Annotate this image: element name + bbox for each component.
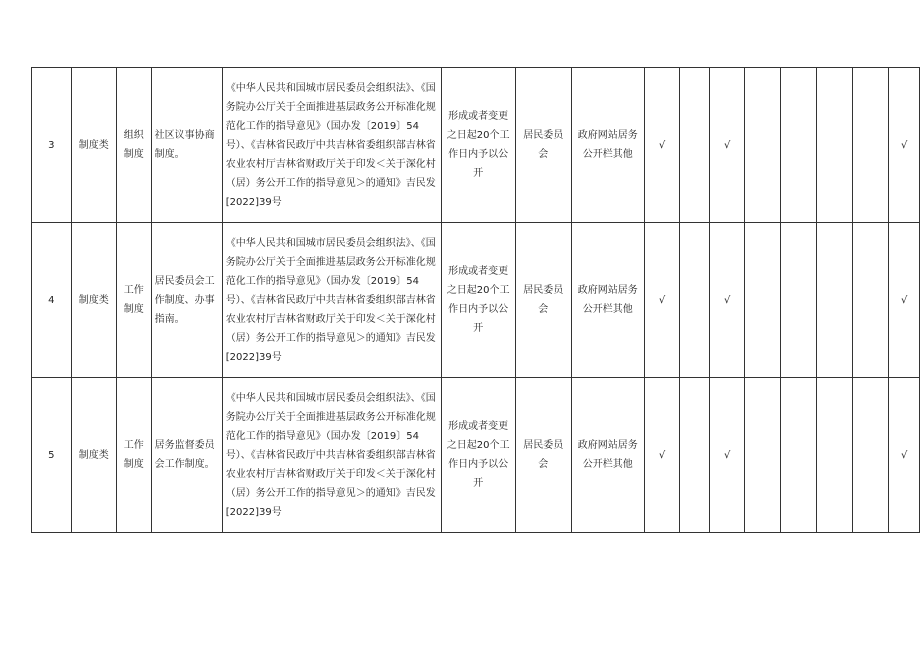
table-body	[32, 68, 920, 533]
subject-cell: 居民委员会	[515, 68, 571, 223]
check-cell	[852, 378, 888, 533]
content-cell: 居民委员会工作制度、办事指南。	[151, 223, 222, 378]
subject-cell: 居民委员会	[515, 378, 571, 533]
item-cell: 工作制度	[116, 378, 151, 533]
subject-cell: 居民委员会	[515, 223, 571, 378]
check-cell: √	[644, 223, 680, 378]
category-cell: 制度类	[71, 68, 116, 223]
basis-cell: 《中华人民共和国城市居民委员会组织法》、《国务院办公厅关于全面推进基层政务公开标准化规范化工作的指导意见》（国办发〔2019〕54号）、《吉林省民政厅中共吉林省委组织部吉林省农业农村厅吉林省财政厅关于印发＜关于深化村（居）务公开工作的指导意见＞的通知》吉民发[2022]39号	[222, 68, 441, 223]
basis-cell: 《中华人民共和国城市居民委员会组织法》、《国务院办公厅关于全面推进基层政务公开标准化规范化工作的指导意见》（国办发〔2019〕54号）、《吉林省民政厅中共吉林省委组织部吉林省农业农村厅吉林省财政厅关于印发＜关于深化村（居）务公开工作的指导意见＞的通知》吉民发[2022]39号	[222, 223, 441, 378]
row-index: 4	[32, 223, 72, 378]
disclosure-table	[31, 67, 920, 533]
row-index: 5	[32, 378, 72, 533]
check-cell	[680, 68, 710, 223]
basis-cell: 《中华人民共和国城市居民委员会组织法》、《国务院办公厅关于全面推进基层政务公开标准化规范化工作的指导意见》（国办发〔2019〕54号）、《吉林省民政厅中共吉林省委组织部吉林省农业农村厅吉林省财政厅关于印发＜关于深化村（居）务公开工作的指导意见＞的通知》吉民发[2022]39号	[222, 378, 441, 533]
check-cell	[817, 68, 852, 223]
row-index: 3	[32, 68, 72, 223]
channel-cell: 政府网站居务公开栏其他	[571, 68, 644, 223]
check-cell: √	[644, 378, 680, 533]
category-cell: 制度类	[71, 378, 116, 533]
check-cell	[852, 223, 888, 378]
check-cell	[817, 223, 852, 378]
table-row	[32, 68, 920, 223]
time-limit-cell: 形成或者变更之日起20个工作日内予以公开	[441, 68, 515, 223]
check-cell	[745, 223, 780, 378]
category-cell: 制度类	[71, 223, 116, 378]
check-cell: √	[889, 223, 920, 378]
check-cell	[780, 378, 816, 533]
check-cell	[817, 378, 852, 533]
check-cell	[745, 378, 780, 533]
item-cell: 工作制度	[116, 223, 151, 378]
check-cell: √	[889, 68, 920, 223]
content-cell: 居务监督委员会工作制度。	[151, 378, 222, 533]
content-cell: 社区议事协商制度。	[151, 68, 222, 223]
check-cell: √	[709, 378, 745, 533]
check-cell	[745, 68, 780, 223]
check-cell: √	[709, 68, 745, 223]
table-row	[32, 223, 920, 378]
check-cell	[680, 378, 710, 533]
check-cell: √	[889, 378, 920, 533]
check-cell	[852, 68, 888, 223]
table-row	[32, 378, 920, 533]
check-cell: √	[709, 223, 745, 378]
check-cell: √	[644, 68, 680, 223]
check-cell	[780, 223, 816, 378]
check-cell	[680, 223, 710, 378]
time-limit-cell: 形成或者变更之日起20个工作日内予以公开	[441, 223, 515, 378]
channel-cell: 政府网站居务公开栏其他	[571, 378, 644, 533]
time-limit-cell: 形成或者变更之日起20个工作日内予以公开	[441, 378, 515, 533]
channel-cell: 政府网站居务公开栏其他	[571, 223, 644, 378]
check-cell	[780, 68, 816, 223]
item-cell: 组织制度	[116, 68, 151, 223]
